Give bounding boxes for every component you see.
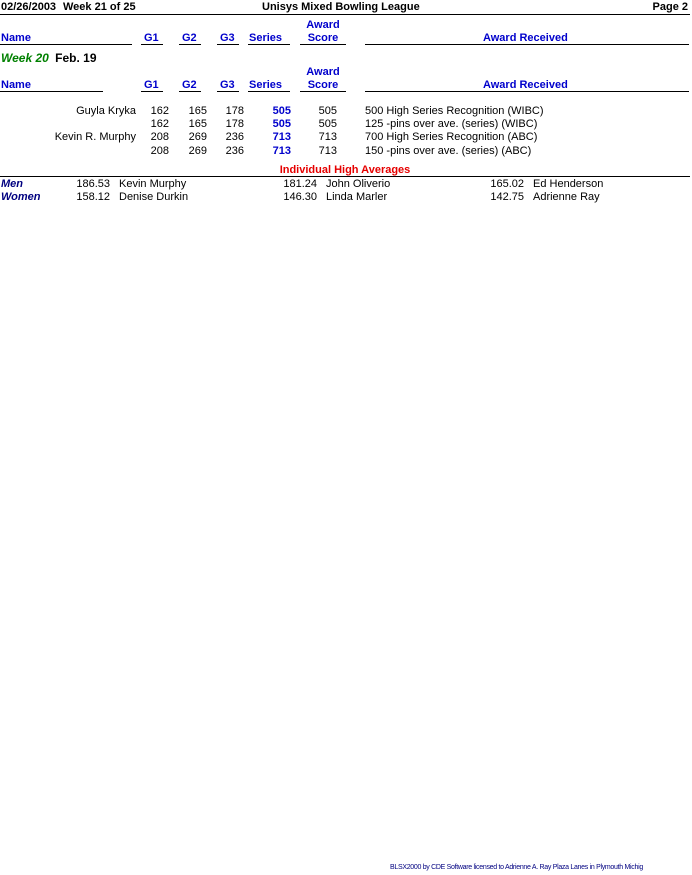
- col-g1: G1: [144, 79, 159, 91]
- col-award-received: Award Received: [483, 32, 568, 44]
- col-g2: G2: [182, 32, 197, 44]
- award-score: 713: [318, 131, 337, 143]
- header-rule: [0, 14, 690, 15]
- bowler-name: Ed Henderson: [533, 178, 604, 190]
- average-value: 181.24: [283, 178, 317, 190]
- page-number: Page 2: [652, 1, 688, 13]
- col-award-received: Award Received: [483, 79, 568, 91]
- game-1: 208: [150, 131, 169, 143]
- gender-label: Women: [1, 191, 41, 203]
- bowler-name: Kevin Murphy: [119, 178, 187, 190]
- col-series: Series: [249, 79, 283, 91]
- week-section-title: [1, 51, 97, 65]
- high-averages-title: Individual High Averages: [279, 164, 411, 176]
- game-3: 236: [225, 145, 244, 157]
- award-received: 700 High Series Recognition (ABC): [365, 131, 538, 143]
- col-score: Score: [307, 32, 339, 44]
- col-series: Series: [249, 32, 283, 44]
- game-2: 165: [188, 105, 207, 117]
- award-received: 125 -pins over ave. (series) (WIBC): [365, 118, 538, 130]
- game-2: 269: [188, 145, 207, 157]
- series-total: 713: [272, 131, 291, 143]
- award-score: 505: [318, 118, 337, 130]
- col-g2: G2: [182, 79, 197, 91]
- average-value: 158.12: [76, 191, 110, 203]
- series-total: 713: [272, 145, 291, 157]
- report-date: 02/26/2003: [1, 1, 57, 13]
- game-1: 162: [150, 118, 169, 130]
- week-indicator: Week 21 of 25: [63, 1, 136, 13]
- award-received: 500 High Series Recognition (WIBC): [365, 105, 544, 117]
- award-score: 713: [318, 145, 337, 157]
- award-score: 505: [318, 105, 337, 117]
- game-1: 162: [150, 105, 169, 117]
- series-total: 505: [272, 105, 291, 117]
- col-g3: G3: [220, 79, 235, 91]
- col-award: Award: [306, 66, 340, 78]
- col-g3: G3: [220, 32, 235, 44]
- average-value: 142.75: [490, 191, 524, 203]
- gender-label: Men: [1, 178, 23, 190]
- series-total: 505: [272, 118, 291, 130]
- bowler-name: John Oliverio: [326, 178, 391, 190]
- game-3: 178: [225, 105, 244, 117]
- bowler-name: Denise Durkin: [119, 191, 189, 203]
- col-name: Name: [1, 32, 31, 44]
- software-footer: BLSX2000 by CDE Software licensed to Adrienne A. Ray Plaza Lanes in Plymouth Michig: [390, 864, 643, 871]
- league-title: Unisys Mixed Bowling League: [262, 1, 420, 13]
- week-label: Week 20: [1, 51, 49, 65]
- game-3: 236: [225, 131, 244, 143]
- award-received: 150 -pins over ave. (series) (ABC): [365, 145, 532, 157]
- bowler-name: Linda Marler: [326, 191, 388, 203]
- game-2: 165: [188, 118, 207, 130]
- bowler-name: Guyla Kryka: [76, 105, 136, 117]
- col-g1: G1: [144, 32, 159, 44]
- bowler-name: Adrienne Ray: [533, 191, 600, 203]
- game-2: 269: [188, 131, 207, 143]
- col-score: Score: [307, 79, 339, 91]
- week-date: Feb. 19: [55, 51, 97, 65]
- game-3: 178: [225, 118, 244, 130]
- average-value: 165.02: [490, 178, 524, 190]
- average-value: 146.30: [283, 191, 317, 203]
- average-value: 186.53: [76, 178, 110, 190]
- game-1: 208: [150, 145, 169, 157]
- bowler-name: Kevin R. Murphy: [54, 131, 136, 143]
- col-award: Award: [306, 19, 340, 31]
- col-name: Name: [1, 79, 31, 91]
- high-averages-rule: [0, 176, 690, 177]
